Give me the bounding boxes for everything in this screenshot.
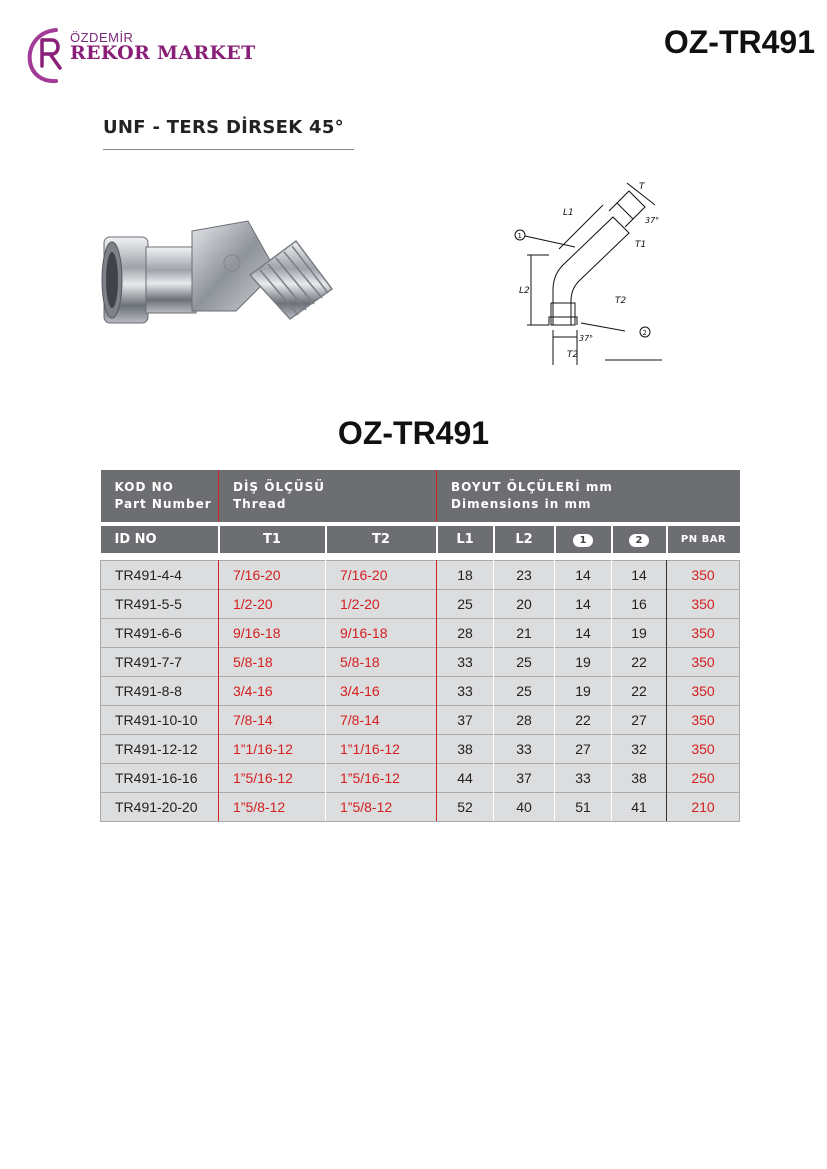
- col-l1: L1: [437, 526, 494, 553]
- cell-l1: 33: [437, 648, 494, 677]
- cell-l1: 38: [437, 735, 494, 764]
- col-wrench-2: [612, 526, 667, 553]
- dims-header-line1: BOYUT ÖLÇÜLERİ mm: [451, 480, 613, 494]
- cell-id: TR491-10-10: [101, 706, 219, 735]
- cell-pn: 350: [667, 735, 740, 764]
- cell-c2: 22: [612, 648, 667, 677]
- drawing-callout-1: 1: [517, 232, 522, 240]
- dimensions-header: [437, 470, 740, 522]
- cell-t1: 5/8-18: [219, 648, 326, 677]
- cell-l1: 44: [437, 764, 494, 793]
- cell-l2: 37: [494, 764, 555, 793]
- drawing-angle-bottom: 37°: [579, 334, 594, 343]
- table-row: [101, 735, 740, 764]
- cell-pn: 350: [667, 590, 740, 619]
- cell-c2: 27: [612, 706, 667, 735]
- cell-t1: 1”5/16-12: [219, 764, 326, 793]
- cell-t1: 7/16-20: [219, 561, 326, 590]
- drawing-label-t: T: [639, 182, 645, 192]
- wrench-2-icon: 2: [629, 534, 649, 547]
- cell-pn: 250: [667, 764, 740, 793]
- cell-id: TR491-5-5: [101, 590, 219, 619]
- cell-t2: 9/16-18: [326, 619, 437, 648]
- cell-id: TR491-4-4: [101, 561, 219, 590]
- cell-l1: 28: [437, 619, 494, 648]
- subtitle-divider: [103, 149, 354, 150]
- table-row: [101, 590, 740, 619]
- cell-pn: 210: [667, 793, 740, 822]
- technical-drawing: [505, 175, 675, 370]
- col-pn-bar: PN BAR: [667, 526, 740, 553]
- cell-t2: 7/16-20: [326, 561, 437, 590]
- cell-c1: 22: [555, 706, 612, 735]
- drawing-label-t2: T2: [615, 296, 627, 306]
- drawing-label-l2: L2: [519, 286, 530, 296]
- col-l2: L2: [494, 526, 555, 553]
- specification-table: [100, 470, 739, 822]
- cell-l2: 40: [494, 793, 555, 822]
- cell-l1: 52: [437, 793, 494, 822]
- part-header-line2: Part Number: [114, 497, 212, 511]
- cell-t1: 1/2-20: [219, 590, 326, 619]
- cell-c1: 14: [555, 561, 612, 590]
- cell-c1: 27: [555, 735, 612, 764]
- cell-t2: 1”1/16-12: [326, 735, 437, 764]
- product-code-title: OZ-TR491: [337, 415, 490, 451]
- col-id: ID NO: [101, 526, 219, 553]
- cell-pn: 350: [667, 677, 740, 706]
- cell-t2: 1”5/16-12: [326, 764, 437, 793]
- brand-subtitle: ÖZDEMİR: [70, 30, 134, 45]
- cell-l2: 25: [494, 677, 555, 706]
- cell-l1: 25: [437, 590, 494, 619]
- table-row: [101, 793, 740, 822]
- cell-id: TR491-8-8: [101, 677, 219, 706]
- cell-t2: 1”5/8-12: [326, 793, 437, 822]
- cell-l2: 25: [494, 648, 555, 677]
- col-t2: T2: [326, 526, 437, 553]
- cell-l1: 33: [437, 677, 494, 706]
- cell-pn: 350: [667, 706, 740, 735]
- table-row: [101, 619, 740, 648]
- column-header-row: [101, 526, 740, 553]
- cell-t1: 1”1/16-12: [219, 735, 326, 764]
- wrench-1-icon: 1: [573, 534, 593, 547]
- thread-header-line1: DİŞ ÖLÇÜSÜ: [233, 480, 326, 494]
- cell-t2: 5/8-18: [326, 648, 437, 677]
- drawing-angle-top: 37°: [645, 216, 660, 225]
- group-header-row: [101, 470, 740, 522]
- table-row: [101, 764, 740, 793]
- cell-pn: 350: [667, 648, 740, 677]
- cell-t2: 7/8-14: [326, 706, 437, 735]
- cell-c1: 33: [555, 764, 612, 793]
- cell-l1: 37: [437, 706, 494, 735]
- table-row: [101, 561, 740, 590]
- thread-header-line2: Thread: [233, 497, 287, 511]
- table-row: [101, 648, 740, 677]
- cell-t1: 9/16-18: [219, 619, 326, 648]
- col-wrench-1: [555, 526, 612, 553]
- product-subtitle: UNF - TERS DİRSEK 45°: [103, 117, 344, 138]
- cell-c2: 19: [612, 619, 667, 648]
- cell-c1: 14: [555, 619, 612, 648]
- dims-header-line2: Dimensions in mm: [451, 497, 592, 511]
- cell-l2: 20: [494, 590, 555, 619]
- cell-t1: 7/8-14: [219, 706, 326, 735]
- cell-c2: 14: [612, 561, 667, 590]
- cell-c2: 16: [612, 590, 667, 619]
- cell-c1: 19: [555, 648, 612, 677]
- cell-id: TR491-16-16: [101, 764, 219, 793]
- cell-c2: 22: [612, 677, 667, 706]
- cell-c2: 41: [612, 793, 667, 822]
- cell-t2: 1/2-20: [326, 590, 437, 619]
- cell-id: TR491-12-12: [101, 735, 219, 764]
- cell-t1: 1”5/8-12: [219, 793, 326, 822]
- cell-c1: 51: [555, 793, 612, 822]
- drawing-label-l1: L1: [563, 208, 574, 218]
- cell-id: TR491-20-20: [101, 793, 219, 822]
- table-row: [101, 706, 740, 735]
- cell-id: TR491-7-7: [101, 648, 219, 677]
- thread-header: [219, 470, 437, 522]
- drawing-label-t1: T1: [635, 240, 647, 250]
- cell-l2: 23: [494, 561, 555, 590]
- cell-c2: 38: [612, 764, 667, 793]
- cell-t1: 3/4-16: [219, 677, 326, 706]
- cell-c1: 19: [555, 677, 612, 706]
- cell-l2: 21: [494, 619, 555, 648]
- col-t1: T1: [219, 526, 326, 553]
- cell-t2: 3/4-16: [326, 677, 437, 706]
- cell-pn: 350: [667, 561, 740, 590]
- cell-id: TR491-6-6: [101, 619, 219, 648]
- cell-pn: 350: [667, 619, 740, 648]
- cell-c2: 32: [612, 735, 667, 764]
- drawing-callout-2: 2: [642, 329, 647, 337]
- part-header-line1: KOD NO: [114, 480, 174, 494]
- cell-l1: 18: [437, 561, 494, 590]
- brand-name: REKOR MARKET: [70, 42, 256, 64]
- cell-c1: 14: [555, 590, 612, 619]
- brand-logo: [26, 26, 256, 86]
- part-number-header: [101, 470, 219, 522]
- table-row: [101, 677, 740, 706]
- product-code-header: OZ-TR491: [663, 24, 815, 60]
- logo-mark-icon: [26, 26, 72, 84]
- drawing-label-t2-bottom: T2: [567, 350, 579, 360]
- cell-l2: 33: [494, 735, 555, 764]
- cell-l2: 28: [494, 706, 555, 735]
- product-photo: [100, 215, 340, 340]
